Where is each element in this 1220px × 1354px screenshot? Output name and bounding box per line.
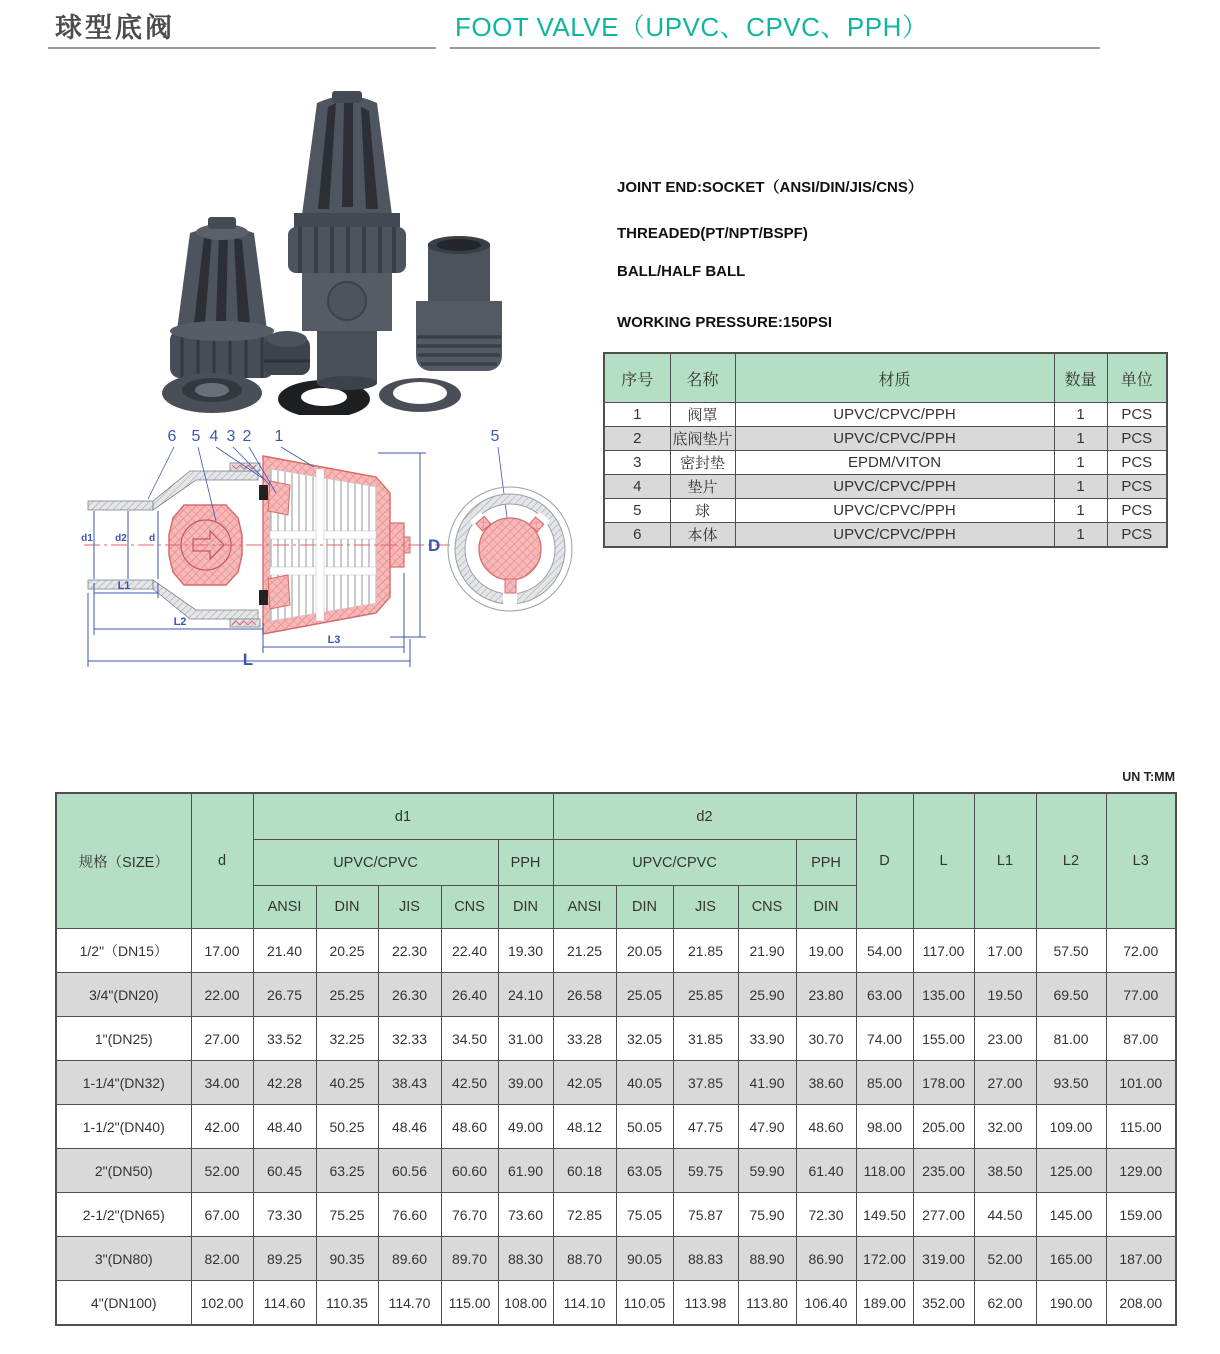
table-cell: 3"(DN80) [56,1237,191,1281]
table-cell: 72.30 [796,1193,856,1237]
table-cell: 54.00 [856,929,913,973]
parts-header-material: 材质 [735,353,1054,403]
table-cell: UPVC/CPVC/PPH [735,523,1054,548]
table-row [56,929,1176,973]
table-cell: 垫片 [670,475,735,499]
table-cell: 60.60 [441,1149,498,1193]
table-cell: 81.00 [1036,1017,1106,1061]
table-cell: 25.85 [673,973,738,1017]
table-cell: 72.00 [1106,929,1176,973]
table-row [604,427,1167,451]
table-cell: 77.00 [1106,973,1176,1017]
table-cell: 39.00 [498,1061,553,1105]
parts-table-body [604,403,1167,548]
table-cell: 90.05 [616,1237,673,1281]
table-cell: 114.10 [553,1281,616,1326]
table-cell: 21.90 [738,929,796,973]
dimensions-table-body [56,929,1176,1326]
table-cell: 165.00 [1036,1237,1106,1281]
table-cell: 32.33 [378,1017,441,1061]
table-cell: 38.43 [378,1061,441,1105]
table-cell: 129.00 [1106,1149,1176,1193]
table-cell: 149.50 [856,1193,913,1237]
table-cell: 85.00 [856,1061,913,1105]
spec-line-joint-end: JOINT END:SOCKET（ANSI/DIN/JIS/CNS） [617,179,923,196]
table-cell: 189.00 [856,1281,913,1326]
table-cell: 52.00 [191,1149,253,1193]
table-cell: 48.40 [253,1105,316,1149]
table-cell: 1 [1054,403,1107,427]
dim-label-l3: L3 [327,634,341,646]
table-cell: 60.56 [378,1149,441,1193]
dims-header-big-d: D [856,793,913,929]
table-cell: PCS [1107,523,1167,548]
parts-table-header-row [604,353,1167,403]
table-cell: PCS [1107,403,1167,427]
dims-header-d1-din: DIN [316,886,378,929]
table-cell: 24.10 [498,973,553,1017]
callout-6: 6 [167,428,177,445]
table-row [56,1149,1176,1193]
table-cell: UPVC/CPVC/PPH [735,475,1054,499]
page-title-english: FOOT VALVE（UPVC、CPVC、PPH） [455,12,929,42]
table-cell: 38.60 [796,1061,856,1105]
table-cell: 76.60 [378,1193,441,1237]
table-cell: 1/2"（DN15） [56,929,191,973]
table-cell: 25.90 [738,973,796,1017]
table-cell: 42.00 [191,1105,253,1149]
table-cell: 89.70 [441,1237,498,1281]
table-cell: 93.50 [1036,1061,1106,1105]
title-underline-right [450,47,1100,49]
dims-header-d2-din: DIN [616,886,673,929]
table-cell: 115.00 [441,1281,498,1326]
product-photo [112,85,532,415]
table-row [56,973,1176,1017]
table-cell: 61.40 [796,1149,856,1193]
dims-header-l3: L3 [1106,793,1176,929]
table-cell: 75.87 [673,1193,738,1237]
dim-label-d: d [148,533,156,544]
photo-adapter [416,236,502,371]
table-cell: 1 [1054,427,1107,451]
table-cell: 47.75 [673,1105,738,1149]
table-row [56,1193,1176,1237]
table-cell: 17.00 [974,929,1036,973]
callout-3: 3 [226,428,236,445]
dim-label-l: L [242,650,254,668]
table-cell: 22.00 [191,973,253,1017]
parts-header-no: 序号 [604,353,670,403]
callout-2: 2 [242,428,252,445]
table-cell: 34.50 [441,1017,498,1061]
table-cell: 110.35 [316,1281,378,1326]
table-cell: 88.30 [498,1237,553,1281]
table-cell: 60.45 [253,1149,316,1193]
drawing-end-view [448,487,572,611]
table-cell: 阀罩 [670,403,735,427]
table-cell: 32.05 [616,1017,673,1061]
dim-label-big-d: D [428,536,441,555]
table-cell: 114.70 [378,1281,441,1326]
table-cell: 42.50 [441,1061,498,1105]
table-cell: 22.30 [378,929,441,973]
table-cell: 27.00 [974,1061,1036,1105]
table-cell: 118.00 [856,1149,913,1193]
dims-header-d2-upvc: UPVC/CPVC [553,840,796,886]
table-row [604,451,1167,475]
table-row [56,1105,1176,1149]
table-row [56,1017,1176,1061]
technical-drawing [58,423,603,668]
table-cell: 63.05 [616,1149,673,1193]
table-cell: 5 [604,499,670,523]
table-cell: 31.85 [673,1017,738,1061]
table-row [56,1237,1176,1281]
table-cell: 2 [604,427,670,451]
spec-line-threaded: THREADED(PT/NPT/BSPF) [617,225,808,242]
table-cell: 3/4"(DN20) [56,973,191,1017]
table-cell: 114.60 [253,1281,316,1326]
table-cell: 1 [1054,475,1107,499]
table-cell: 47.90 [738,1105,796,1149]
table-cell: 48.60 [796,1105,856,1149]
photo-small-valve [170,217,274,378]
table-cell: 75.90 [738,1193,796,1237]
table-cell: 75.05 [616,1193,673,1237]
table-cell: 1"(DN25) [56,1017,191,1061]
dims-header-row-1 [56,793,1176,840]
table-cell: 21.25 [553,929,616,973]
table-cell: EPDM/VITON [735,451,1054,475]
table-cell: 52.00 [974,1237,1036,1281]
table-cell: 31.00 [498,1017,553,1061]
table-row [604,403,1167,427]
table-cell: 101.00 [1106,1061,1176,1105]
table-cell: 48.12 [553,1105,616,1149]
table-cell: 62.00 [974,1281,1036,1326]
table-cell: 50.25 [316,1105,378,1149]
table-cell: 33.28 [553,1017,616,1061]
table-cell: 67.00 [191,1193,253,1237]
table-cell: UPVC/CPVC/PPH [735,427,1054,451]
table-cell: 26.58 [553,973,616,1017]
table-row [604,475,1167,499]
table-cell: 172.00 [856,1237,913,1281]
table-cell: 底阀垫片 [670,427,735,451]
table-cell: 87.00 [1106,1017,1176,1061]
table-cell: 1 [1054,499,1107,523]
dims-header-d2-pph-din: DIN [796,886,856,929]
spec-text-block [617,176,1177,331]
table-cell: UPVC/CPVC/PPH [735,499,1054,523]
table-cell: 19.00 [796,929,856,973]
callout-5: 5 [191,428,201,445]
table-cell: 4"(DN100) [56,1281,191,1326]
table-cell: 76.70 [441,1193,498,1237]
parts-table [603,352,1168,548]
dims-header-d1-ansi: ANSI [253,886,316,929]
dims-header-d1-jis: JIS [378,886,441,929]
table-cell: 23.80 [796,973,856,1017]
table-cell: 88.83 [673,1237,738,1281]
table-cell: 21.85 [673,929,738,973]
dims-header-l: L [913,793,974,929]
table-cell: 106.40 [796,1281,856,1326]
table-cell: 125.00 [1036,1149,1106,1193]
table-cell: 102.00 [191,1281,253,1326]
table-cell: 59.75 [673,1149,738,1193]
table-cell: 88.70 [553,1237,616,1281]
table-cell: 19.30 [498,929,553,973]
dimensions-table [55,792,1177,1326]
dims-header-d2: d2 [553,793,856,840]
table-cell: 32.25 [316,1017,378,1061]
table-cell: 113.80 [738,1281,796,1326]
callout-4: 4 [209,428,219,445]
table-cell: PCS [1107,451,1167,475]
table-cell: 50.05 [616,1105,673,1149]
table-cell: 208.00 [1106,1281,1176,1326]
table-row [604,523,1167,548]
table-cell: 63.25 [316,1149,378,1193]
table-cell: 86.90 [796,1237,856,1281]
table-cell: 1-1/4"(DN32) [56,1061,191,1105]
table-cell: 27.00 [191,1017,253,1061]
table-cell: 19.50 [974,973,1036,1017]
table-cell: PCS [1107,499,1167,523]
table-cell: 21.40 [253,929,316,973]
table-cell: 1 [1054,451,1107,475]
page-title-chinese: 球型底阀 [55,13,175,43]
table-cell: 4 [604,475,670,499]
table-cell: 30.70 [796,1017,856,1061]
table-cell: UPVC/CPVC/PPH [735,403,1054,427]
parts-header-qty: 数量 [1054,353,1107,403]
table-cell: PCS [1107,427,1167,451]
table-row [56,1061,1176,1105]
table-cell: 72.85 [553,1193,616,1237]
table-cell: 155.00 [913,1017,974,1061]
table-cell: 110.05 [616,1281,673,1326]
table-cell: 135.00 [913,973,974,1017]
table-cell: 187.00 [1106,1237,1176,1281]
table-cell: 1 [604,403,670,427]
table-cell: 26.40 [441,973,498,1017]
table-cell: 109.00 [1036,1105,1106,1149]
table-cell: 42.05 [553,1061,616,1105]
photo-cap [264,331,310,375]
table-cell: 22.40 [441,929,498,973]
dims-header-d1-pph-din: DIN [498,886,553,929]
table-cell: 352.00 [913,1281,974,1326]
table-cell: 本体 [670,523,735,548]
photo-gaskets [162,373,461,415]
table-cell: 48.46 [378,1105,441,1149]
table-cell: 73.30 [253,1193,316,1237]
table-cell: 89.60 [378,1237,441,1281]
dims-header-d2-cns: CNS [738,886,796,929]
table-cell: 44.50 [974,1193,1036,1237]
table-cell: 108.00 [498,1281,553,1326]
spec-line-pressure: WORKING PRESSURE:150PSI [617,314,833,331]
table-cell: 48.60 [441,1105,498,1149]
table-cell: 1-1/2"(DN40) [56,1105,191,1149]
table-cell: 145.00 [1036,1193,1106,1237]
dim-label-l2: L2 [173,616,187,628]
table-cell: 178.00 [913,1061,974,1105]
table-cell: 277.00 [913,1193,974,1237]
table-cell: 17.00 [191,929,253,973]
dims-header-d2-jis: JIS [673,886,738,929]
table-cell: 球 [670,499,735,523]
parts-header-unit: 单位 [1107,353,1167,403]
dims-header-d2-ansi: ANSI [553,886,616,929]
table-cell: 319.00 [913,1237,974,1281]
table-cell: 25.05 [616,973,673,1017]
table-cell: 190.00 [1036,1281,1106,1326]
dims-header-d1-pph: PPH [498,840,553,886]
dims-header-l1: L1 [974,793,1036,929]
table-cell: 115.00 [1106,1105,1176,1149]
callout-numbers [168,428,500,445]
unit-note: UN T:MM [1122,770,1175,784]
table-cell: 42.28 [253,1061,316,1105]
table-row [56,1281,1176,1326]
table-cell: 82.00 [191,1237,253,1281]
table-cell: 49.00 [498,1105,553,1149]
table-cell: 117.00 [913,929,974,973]
table-cell: 235.00 [913,1149,974,1193]
table-cell: 25.25 [316,973,378,1017]
table-cell: 23.00 [974,1017,1036,1061]
table-cell: 74.00 [856,1017,913,1061]
spec-line-ball: BALL/HALF BALL [617,263,746,280]
table-cell: 33.52 [253,1017,316,1061]
dims-header-d1: d1 [253,793,553,840]
table-cell: 89.25 [253,1237,316,1281]
callout-1: 1 [274,428,284,445]
table-cell: 73.60 [498,1193,553,1237]
table-cell: 2"(DN50) [56,1149,191,1193]
table-row [604,499,1167,523]
title-underline-left [48,47,436,49]
table-cell: PCS [1107,475,1167,499]
dims-header-size: 规格（SIZE） [56,793,191,929]
callout-endview-5: 5 [490,428,500,445]
dim-label-d2: d2 [115,533,127,544]
table-cell: 32.00 [974,1105,1036,1149]
table-cell: 88.90 [738,1237,796,1281]
dims-header-d1-cns: CNS [441,886,498,929]
table-cell: 40.25 [316,1061,378,1105]
table-cell: 密封垫 [670,451,735,475]
table-cell: 41.90 [738,1061,796,1105]
table-cell: 33.90 [738,1017,796,1061]
table-cell: 60.18 [553,1149,616,1193]
table-cell: 40.05 [616,1061,673,1105]
table-cell: 159.00 [1106,1193,1176,1237]
dim-label-l1: L1 [117,580,131,592]
table-cell: 205.00 [913,1105,974,1149]
dim-label-d1: d1 [81,533,93,544]
table-cell: 34.00 [191,1061,253,1105]
table-cell: 1 [1054,523,1107,548]
table-cell: 38.50 [974,1149,1036,1193]
table-cell: 20.25 [316,929,378,973]
table-cell: 63.00 [856,973,913,1017]
table-cell: 37.85 [673,1061,738,1105]
table-cell: 69.50 [1036,973,1106,1017]
table-cell: 3 [604,451,670,475]
table-cell: 98.00 [856,1105,913,1149]
table-cell: 57.50 [1036,929,1106,973]
table-cell: 26.30 [378,973,441,1017]
table-cell: 2-1/2"(DN65) [56,1193,191,1237]
table-cell: 113.98 [673,1281,738,1326]
dims-header-d: d [191,793,253,929]
dims-header-l2: L2 [1036,793,1106,929]
table-cell: 6 [604,523,670,548]
table-cell: 90.35 [316,1237,378,1281]
dims-header-d2-pph: PPH [796,840,856,886]
table-cell: 20.05 [616,929,673,973]
dims-header-d1-upvc: UPVC/CPVC [253,840,498,886]
table-cell: 75.25 [316,1193,378,1237]
table-cell: 26.75 [253,973,316,1017]
table-cell: 59.90 [738,1149,796,1193]
parts-header-name: 名称 [670,353,735,403]
table-cell: 61.90 [498,1149,553,1193]
